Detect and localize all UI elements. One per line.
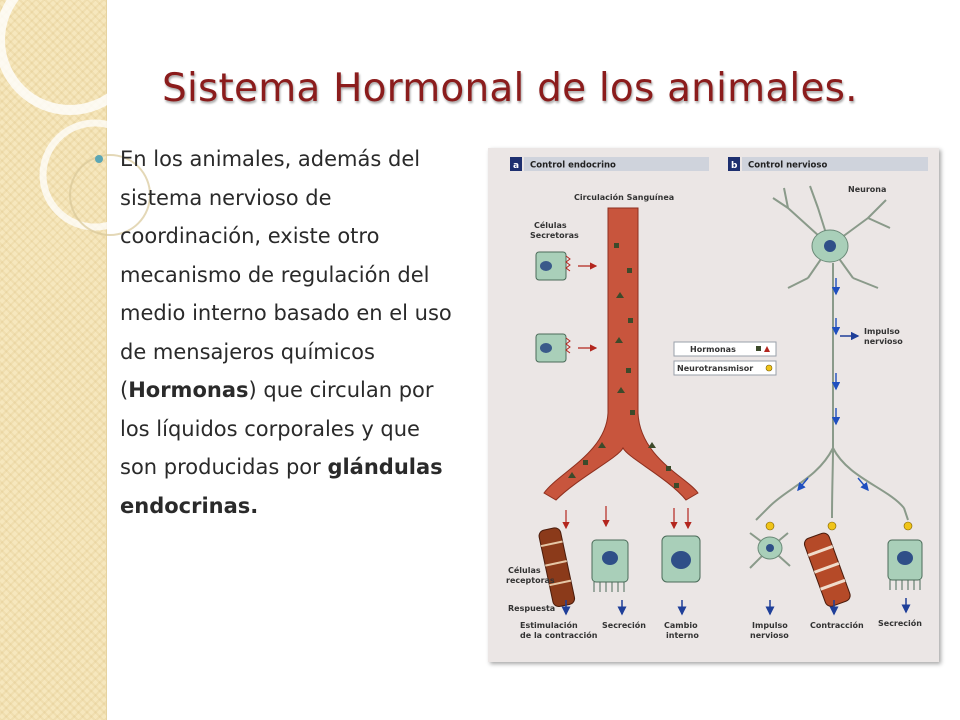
receptor-label-1: Células: [508, 566, 541, 575]
impulse-label-2: nervioso: [864, 337, 903, 346]
internal-change-cell: [662, 536, 700, 582]
response-change-1: Cambio: [664, 621, 698, 630]
secretory-cell-1: [536, 252, 570, 280]
secretory-target-cell: [592, 540, 628, 592]
legend-hormones: Hormonas: [690, 345, 736, 354]
neurotransmitter-dots: [766, 522, 912, 530]
response-impulse-b2: nervioso: [750, 631, 789, 640]
neuron-nucleus: [824, 240, 836, 252]
panel-a-tag: a: [513, 161, 520, 171]
muscle-fiber-b: [803, 531, 852, 608]
secretory-cell-2: [536, 334, 570, 362]
secretory-cell-b: [888, 540, 922, 590]
legend-neurotransmitter: Neurotransmisor: [677, 364, 754, 373]
secretory-label-1: Células: [534, 221, 567, 230]
slide-title: Sistema Hormonal de los animales.: [162, 66, 858, 111]
neuron-label: Neurona: [848, 185, 887, 194]
panel-b-tag: b: [731, 161, 738, 171]
body-paragraph: [120, 140, 460, 525]
response-impulse-b1: Impulso: [752, 621, 788, 630]
response-contraction-b: Contracción: [810, 621, 864, 630]
ring-outer: [0, 0, 140, 110]
target-neuron: [750, 533, 790, 568]
panel-a-title: Control endocrino: [530, 160, 616, 171]
response-contraction-1: Estimulación: [520, 621, 578, 630]
hormones-bold: Hormonas: [128, 378, 249, 402]
bullet-dot: [95, 155, 103, 163]
response-contraction-2: de la contracción: [520, 631, 598, 640]
response-label: Respuesta: [508, 604, 556, 613]
endocrine-vs-nervous-figure: [488, 148, 939, 662]
impulse-label-1: Impulso: [864, 327, 900, 336]
muscle-fiber-a: [538, 527, 576, 608]
text-part-1: En los animales, además del sistema nervioso de coordinación, existe otro mecanismo de regulación del medio interno basado en el uso de mensajeros químicos (: [120, 147, 452, 402]
text-part-2: ) que circulan por los líquidos corporales y que son producidas por: [120, 378, 434, 479]
legend: [674, 342, 776, 375]
response-secretion-a: Secreción: [602, 621, 646, 630]
receptor-label-2: receptoras: [506, 576, 555, 585]
response-secretion-b: Secreción: [878, 619, 922, 628]
secretory-label-2: Secretoras: [530, 231, 579, 240]
endocrine-glands-bold: glándulas endocrinas.: [120, 455, 443, 518]
circulation-label: Circulación Sanguínea: [574, 193, 675, 202]
panel-b-title: Control nervioso: [748, 160, 828, 171]
response-change-2: interno: [666, 631, 699, 640]
